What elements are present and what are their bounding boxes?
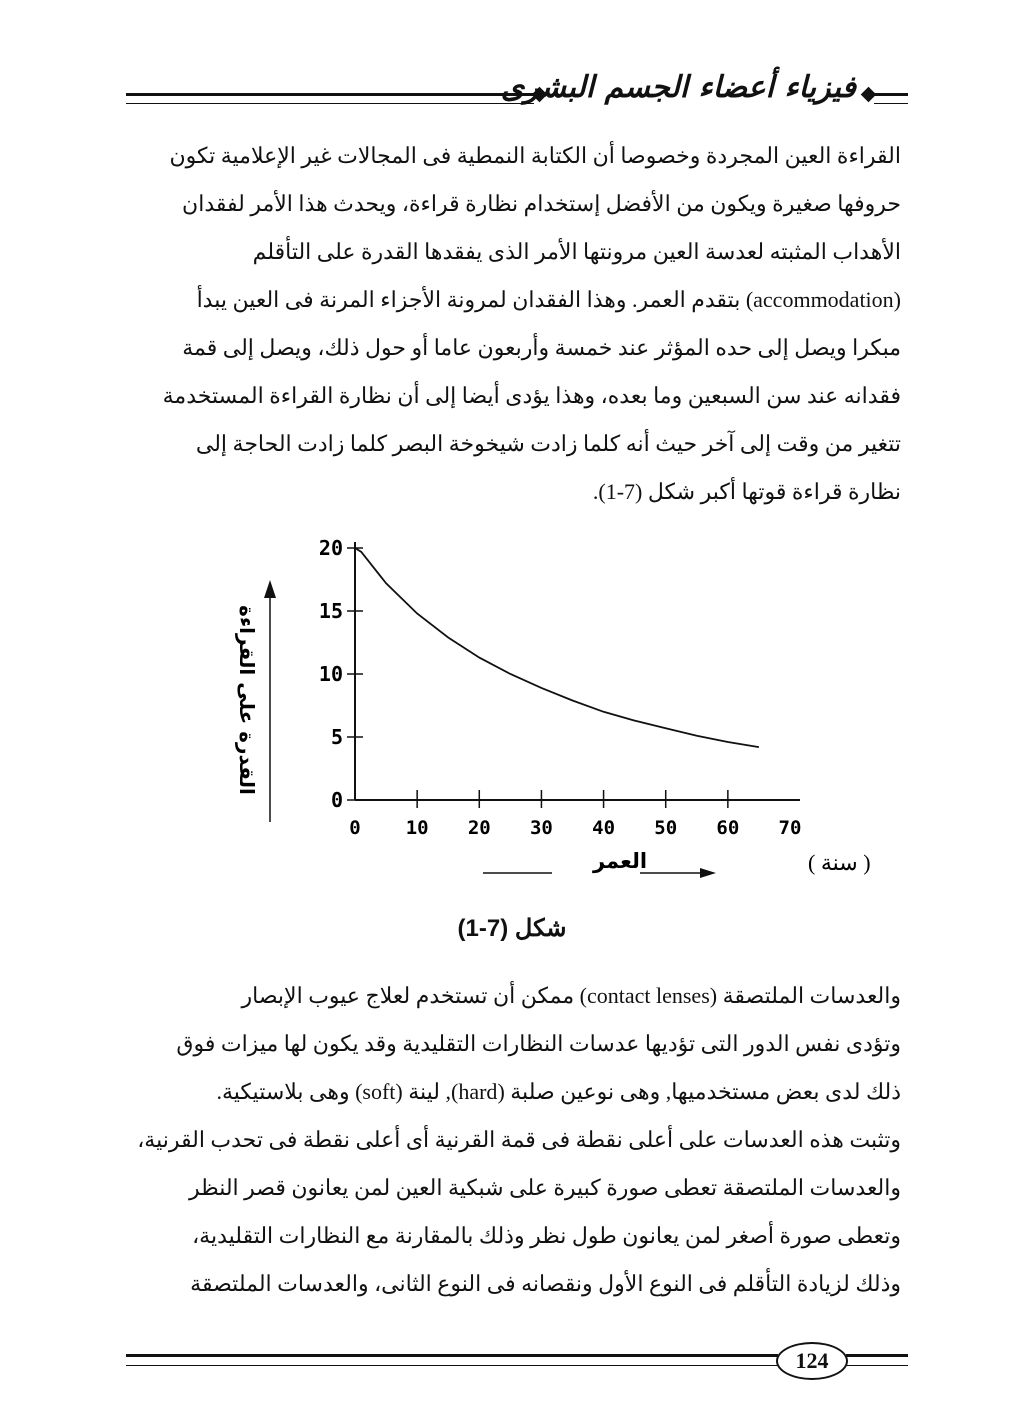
footer-rule-right xyxy=(846,1354,908,1366)
x-axis-label: العمر xyxy=(592,849,648,873)
x-axis-unit: ( سنة ) xyxy=(808,850,871,875)
paragraph-1 xyxy=(126,132,901,516)
page-header xyxy=(126,70,908,110)
footer-rule-left xyxy=(126,1354,778,1366)
paragraph-line: فقدانه عند سن السبعين وما بعده، وهذا يؤدى أيضا إلى أن نظارة القراءة المستخدمة xyxy=(162,383,901,408)
paragraph-line: نظارة قراءة قوتها أكبر شكل (7-1). xyxy=(592,479,901,504)
page-number: 124 xyxy=(776,1342,848,1380)
paragraph-line: والعدسات الملتصقة (contact lenses) ممكن أن تستخدم لعلاج عيوب الإبصار xyxy=(241,983,901,1008)
x-tick-label: 50 xyxy=(654,817,678,839)
paragraph-line: وتعطى صورة أصغر لمن يعانون طول نظر وذلك بالمقارنة مع النظارات التقليدية، xyxy=(192,1223,901,1248)
paragraph-line: الأهداب المثبته لعدسة العين مرونتها الأمر الذى يفقدها القدرة على التأقلم xyxy=(252,239,901,264)
x-tick-label: 40 xyxy=(592,817,616,839)
paragraph-2 xyxy=(126,972,901,1308)
paragraph-line: وذلك لزيادة التأقلم فى النوع الأول ونقصانه فى النوع الثانى، والعدسات الملتصقة xyxy=(190,1271,901,1296)
paragraph-line: تتغير من وقت إلى آخر حيث أنه كلما زادت شيخوخة البصر كلما زادت الحاجة إلى xyxy=(195,431,901,456)
book-title: فيزياء أعضاء الجسم البشرى xyxy=(500,70,856,105)
chart-svg xyxy=(200,530,871,890)
x-tick-label: 10 xyxy=(405,817,429,839)
x-tick-label: 0 xyxy=(349,817,361,839)
y-tick-label: 15 xyxy=(318,599,343,623)
y-arrow-head xyxy=(264,580,276,598)
x-tick-label: 60 xyxy=(716,817,740,839)
paragraph-line: وتثبت هذه العدسات على أعلى نقطة فى قمة القرنية أى أعلى نقطة فى تحدب القرنية، xyxy=(137,1127,901,1152)
page-footer xyxy=(126,1342,908,1392)
paragraph-line: مبكرا ويصل إلى حده المؤثر عند خمسة وأربعون عاما أو حول ذلك، ويصل إلى قمة xyxy=(182,335,901,360)
reading-ability-chart xyxy=(200,530,871,890)
paragraph-line: وتؤدى نفس الدور التى تؤديها عدسات النظارات التقليدية وقد يكون لها ميزات فوق xyxy=(176,1031,901,1056)
y-axis-label: القدرة على القراءة xyxy=(235,605,259,795)
reading-ability-curve xyxy=(355,548,759,747)
y-tick-label: 20 xyxy=(318,536,343,560)
paragraph-line: ذلك لدى بعض مستخدميها, وهى نوعين صلبة (hard), لينة (soft) وهى بلاستيكية. xyxy=(216,1079,901,1104)
x-tick-label: 30 xyxy=(529,817,553,839)
paragraph-line: والعدسات الملتصقة تعطى صورة كبيرة على شبكية العين لمن يعانون قصر النظر xyxy=(189,1175,901,1200)
y-tick-label: 5 xyxy=(330,725,343,749)
y-tick-label: 0 xyxy=(330,788,343,812)
x-tick-label: 70 xyxy=(778,817,802,839)
paragraph-line: حروفها صغيرة ويكون من الأفضل إستخدام نظارة قراءة، ويحدث هذا الأمر لفقدان xyxy=(182,191,901,216)
header-rule-left xyxy=(126,93,534,104)
x-tick-label: 20 xyxy=(467,817,491,839)
figure-caption: شكل (7-1) xyxy=(457,915,567,942)
y-tick-label: 10 xyxy=(318,662,343,686)
x-arrow-head xyxy=(700,868,716,878)
header-rule-right xyxy=(874,93,908,104)
paragraph-line: (accommodation) بتقدم العمر. وهذا الفقدان لمرونة الأجزاء المرنة فى العين يبدأ xyxy=(196,287,901,312)
paragraph-line: القراءة العين المجردة وخصوصا أن الكتابة النمطية فى المجالات غير الإعلامية تكون xyxy=(169,143,901,168)
